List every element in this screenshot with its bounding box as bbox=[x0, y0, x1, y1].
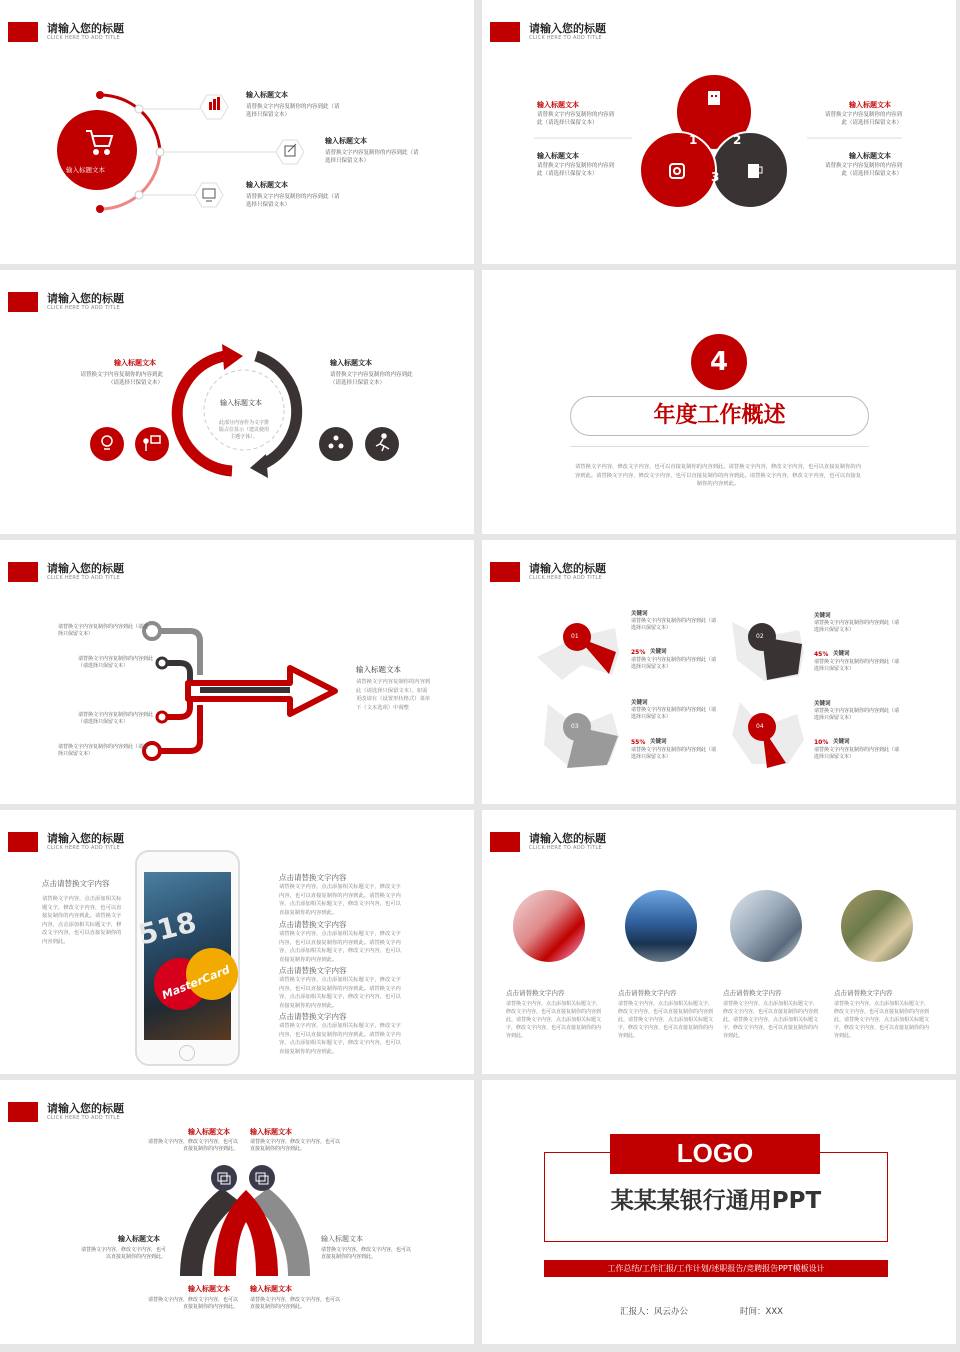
s7-item-desc: 请替换文字内容，点击添加相关标题文字，修改文字内容，也可以直接复制你的内容到此。请替换文字内容，点击添加相关标题文字，修改文字内容，也可以直接复制你的内容到此。 bbox=[279, 931, 401, 963]
keyword-desc: 请替换文字内容复制你的内容到此（请选择只保留文本） bbox=[631, 618, 717, 631]
s3-item-title: 输入标题文本 bbox=[114, 359, 156, 367]
slide-header bbox=[0, 826, 474, 856]
time: 时间：XXX bbox=[740, 1307, 783, 1317]
slide-1 bbox=[0, 0, 474, 264]
header-subtitle: CLICK HERE TO ADD TITLE bbox=[47, 305, 120, 311]
s3-center-desc: 此部分内容作为文字排版占位显示（建议使用主题字体）。 bbox=[218, 420, 269, 440]
s3-center-title: 输入标题文本 bbox=[220, 399, 262, 407]
s2-item-desc: 请替换文字内容复制你的内容到此（请选择只保留文本） bbox=[537, 112, 615, 126]
keyword-label: 关键词 bbox=[631, 700, 648, 706]
s9-item-desc: 请替换文字内容，修改文字内容，也可以直接复制你的内容到此。 bbox=[250, 1297, 341, 1310]
s5-left-desc: 请替换文字内容复制你的内容到此（请选择只保留文本） bbox=[58, 624, 149, 637]
keyword-label: 关键词 bbox=[833, 739, 850, 745]
pie-label: 01 bbox=[571, 633, 579, 640]
header-subtitle: CLICK HERE TO ADD TITLE bbox=[529, 575, 602, 581]
keyword-desc: 请替换文字内容复制你的内容到此（请选择只保留文本） bbox=[631, 707, 717, 720]
slide-9 bbox=[0, 1080, 474, 1344]
s7-item-desc: 请替换文字内容，点击添加相关标题文字，修改文字内容，也可以直接复制你的内容到此。请替换文字内容，点击添加相关标题文字，修改文字内容，也可以直接复制你的内容到此。 bbox=[279, 977, 401, 1009]
keyword-desc: 请替换文字内容复制你的内容到此（请选择只保留文本） bbox=[814, 708, 900, 721]
s1-graphic bbox=[0, 0, 474, 264]
s5-right-title: 输入标题文本 bbox=[356, 665, 401, 674]
s7-left-desc: 请替换文字内容，点击添加相关标题文字，修改文字内容，也可以直接复制你的内容到此。请替换文字内容，点击添加相关标题文字，修改文字内容，也可以直接复制你的内容到此。 bbox=[42, 896, 122, 945]
keyword-desc: 请替换文字内容复制你的内容到此（请选择只保留文本） bbox=[814, 747, 900, 760]
s3-item-desc: 请替换文字内容复制你的内容到此（请选择只保留文本） bbox=[330, 372, 413, 386]
venn-num: 2 bbox=[733, 133, 742, 147]
slide-7 bbox=[0, 810, 474, 1074]
s2-venn bbox=[482, 0, 956, 264]
header-subtitle: CLICK HERE TO ADD TITLE bbox=[47, 575, 120, 581]
section-desc: 请替换文字内容，修改文字内容，也可以直接复制你的内容到此。请替换文字内容，修改文字内容，也可以直接复制你的内容到此。请替换文字内容，修改文字内容，也可以直接复制你的内容到此。请替换文字内容，修改文字内容，也可以直接复制你的内容到此。 bbox=[574, 464, 862, 487]
venn-num: 3 bbox=[711, 170, 720, 184]
s8-item-title: 点击请替换文字内容 bbox=[723, 989, 782, 997]
keyword-label: 关键词 bbox=[833, 651, 850, 657]
slide-2 bbox=[482, 0, 956, 264]
header-title: 请输入您的标题 bbox=[47, 292, 124, 305]
s9-item-title: 输入标题文本 bbox=[118, 1235, 160, 1243]
keyword-label: 关键词 bbox=[814, 701, 831, 707]
slide-5 bbox=[0, 540, 474, 804]
header-title: 请输入您的标题 bbox=[529, 832, 606, 845]
pie-label: 03 bbox=[571, 723, 579, 730]
slide-header bbox=[482, 826, 956, 856]
s9-item-title: 输入标题文本 bbox=[188, 1128, 230, 1136]
header-subtitle: CLICK HERE TO ADD TITLE bbox=[47, 1115, 120, 1121]
s7-item-title: 点击请替换文字内容 bbox=[279, 873, 347, 882]
s7-item-title: 点击请替换文字内容 bbox=[279, 1012, 347, 1021]
header-title: 请输入您的标题 bbox=[529, 562, 606, 575]
header-subtitle: CLICK HERE TO ADD TITLE bbox=[47, 35, 120, 41]
s9-item-title: 输入标题文本 bbox=[188, 1285, 230, 1293]
s9-item-desc: 请替换文字内容，修改文字内容，也可以直接复制你的内容到此。 bbox=[250, 1139, 341, 1152]
s8-item-title: 点击请替换文字内容 bbox=[834, 989, 893, 997]
s2-item-desc: 请替换文字内容复制你的内容到此（请选择只保留文本） bbox=[824, 112, 902, 126]
s7-item-title: 点击请替换文字内容 bbox=[279, 920, 347, 929]
percent-label: 45% bbox=[814, 651, 829, 658]
cover-title: 某某某银行通用PPT bbox=[610, 1188, 822, 1214]
photo-city bbox=[625, 890, 697, 962]
slide-6 bbox=[482, 540, 956, 804]
keyword-label: 关键词 bbox=[650, 739, 667, 745]
slide-10 bbox=[482, 1080, 956, 1344]
percent-label: 55% bbox=[631, 739, 646, 746]
keyword-desc: 请替换文字内容复制你的内容到此（请选择只保留文本） bbox=[814, 620, 900, 633]
header-subtitle: CLICK HERE TO ADD TITLE bbox=[529, 845, 602, 851]
s9-item-desc: 请替换文字内容，修改文字内容，也可以直接复制你的内容到此。 bbox=[148, 1139, 239, 1152]
phone-screen bbox=[134, 872, 232, 1040]
s5-right-desc: 请替换文字内容复制你的内容到此（请选择只保留文本），如需更改请在（设置形状格式）菜单下（文本选项）中调整 bbox=[356, 679, 431, 711]
s7-item-desc: 请替换文字内容，点击添加相关标题文字，修改文字内容，也可以直接复制你的内容到此。请替换文字内容，点击添加相关标题文字，修改文字内容，也可以直接复制你的内容到此。 bbox=[279, 884, 401, 916]
s1-item-desc: 请替换文字内容复制你的内容到此（请选择只保留文本） bbox=[325, 150, 419, 164]
s2-item-title: 输入标题文本 bbox=[537, 152, 579, 160]
s2-item-desc: 请替换文字内容复制你的内容到此（请选择只保留文本） bbox=[537, 163, 615, 177]
s3-item-desc: 请替换文字内容复制你的内容到此（请选择只保留文本） bbox=[80, 372, 163, 386]
s7-item-title: 点击请替换文字内容 bbox=[279, 966, 347, 975]
s2-item-title: 输入标题文本 bbox=[849, 152, 891, 160]
slide-3 bbox=[0, 270, 474, 534]
card-brand: MasterCard bbox=[160, 963, 232, 1002]
s9-item-title: 输入标题文本 bbox=[250, 1285, 292, 1293]
s8-item-desc: 请替换文字内容，点击添加相关标题文字，修改文字内容，也可以直接复制你的内容到此。请替换文字内容，点击添加相关标题文字，修改文字内容，也可以直接复制你的内容到此。 bbox=[506, 1001, 602, 1039]
keyword-label: 关键词 bbox=[814, 613, 831, 619]
s1-item-title: 输入标题文本 bbox=[246, 91, 288, 99]
header-bar bbox=[490, 832, 520, 852]
photo-desk bbox=[841, 890, 913, 962]
s9-item-title: 输入标题文本 bbox=[250, 1128, 292, 1136]
header-title: 请输入您的标题 bbox=[529, 22, 606, 35]
s5-left-desc: 请替换文字内容复制你的内容到此（请选择只保留文本） bbox=[78, 656, 154, 669]
s5-left-desc: 请替换文字内容复制你的内容到此（请选择只保留文本） bbox=[58, 744, 149, 757]
s2-item-title: 输入标题文本 bbox=[849, 101, 891, 109]
percent-label: 25% bbox=[631, 649, 646, 656]
keyword-desc: 请替换文字内容复制你的内容到此（请选择只保留文本） bbox=[631, 657, 717, 670]
s9-item-title: 输入标题文本 bbox=[321, 1235, 363, 1243]
logo-text: LOGO bbox=[676, 1138, 754, 1168]
s8-item-desc: 请替换文字内容，点击添加相关标题文字，修改文字内容，也可以直接复制你的内容到此。请替换文字内容，点击添加相关标题文字，修改文字内容，也可以直接复制你的内容到此。 bbox=[723, 1001, 819, 1039]
s1-item-desc: 请替换文字内容复制你的内容到此（请选择只保留文本） bbox=[246, 194, 340, 208]
pie-label: 02 bbox=[756, 633, 764, 640]
slide-8 bbox=[482, 810, 956, 1074]
section-number: 4 bbox=[691, 334, 747, 390]
phone-frame bbox=[135, 850, 240, 1066]
photo-business bbox=[730, 890, 802, 962]
slide-4 bbox=[482, 270, 956, 534]
keyword-label: 关键词 bbox=[650, 649, 667, 655]
s8-item-title: 点击请替换文字内容 bbox=[618, 989, 677, 997]
s1-item-title: 输入标题文本 bbox=[325, 137, 367, 145]
cart-label: 输入标题文本 bbox=[66, 166, 105, 174]
s1-item-desc: 请替换文字内容复制你的内容到此（请选择只保留文本） bbox=[246, 104, 340, 118]
section-title: 年度工作概述 bbox=[570, 396, 869, 436]
header-title: 请输入您的标题 bbox=[47, 22, 124, 35]
header-title: 请输入您的标题 bbox=[47, 1102, 124, 1115]
keyword-desc: 请替换文字内容复制你的内容到此（请选择只保留文本） bbox=[631, 747, 717, 760]
pie-label: 04 bbox=[756, 723, 764, 730]
s9-item-desc: 请替换文字内容，修改文字内容，也可以直接复制你的内容到此。 bbox=[80, 1247, 166, 1260]
s8-item-desc: 请替换文字内容，点击添加相关标题文字，修改文字内容，也可以直接复制你的内容到此。请替换文字内容，点击添加相关标题文字，修改文字内容，也可以直接复制你的内容到此。 bbox=[834, 1001, 930, 1039]
s2-item-desc: 请替换文字内容复制你的内容到此（请选择只保留文本） bbox=[824, 163, 902, 177]
venn-num: 1 bbox=[689, 133, 698, 147]
s8-item-title: 点击请替换文字内容 bbox=[506, 989, 565, 997]
header-bar bbox=[8, 832, 38, 852]
s9-item-desc: 请替换文字内容，修改文字内容，也可以直接复制你的内容到此。 bbox=[148, 1297, 239, 1310]
header-subtitle: CLICK HERE TO ADD TITLE bbox=[47, 845, 120, 851]
s5-left-desc: 请替换文字内容复制你的内容到此（请选择只保留文本） bbox=[78, 712, 154, 725]
s7-item-desc: 请替换文字内容，点击添加相关标题文字，修改文字内容，也可以直接复制你的内容到此。请替换文字内容，点击添加相关标题文字，修改文字内容，也可以直接复制你的内容到此。 bbox=[279, 1023, 401, 1055]
home-button bbox=[179, 1045, 195, 1061]
cover-banner: 工作总结/工作汇报/工作计划/述职报告/竞聘报告PPT模板设计 bbox=[544, 1260, 888, 1277]
s3-item-title: 输入标题文本 bbox=[330, 359, 372, 367]
header-title: 请输入您的标题 bbox=[47, 832, 124, 845]
s2-item-title: 输入标题文本 bbox=[537, 101, 579, 109]
header-title: 请输入您的标题 bbox=[47, 562, 124, 575]
s7-left-title: 点击请替换文字内容 bbox=[42, 879, 110, 888]
s1-item-title: 输入标题文本 bbox=[246, 181, 288, 189]
photo-office bbox=[513, 890, 585, 962]
s8-item-desc: 请替换文字内容，点击添加相关标题文字，修改文字内容，也可以直接复制你的内容到此。请替换文字内容，点击添加相关标题文字，修改文字内容，也可以直接复制你的内容到此。 bbox=[618, 1001, 714, 1039]
card-number: 518 bbox=[134, 905, 200, 952]
reporter: 汇报人：风云办公 bbox=[620, 1307, 689, 1317]
header-subtitle: CLICK HERE TO ADD TITLE bbox=[529, 35, 602, 41]
keyword-label: 关键词 bbox=[631, 611, 648, 617]
divider bbox=[570, 446, 869, 447]
s5-arrow bbox=[0, 540, 474, 804]
percent-label: 10% bbox=[814, 739, 829, 746]
s9-item-desc: 请替换文字内容，修改文字内容，也可以直接复制你的内容到此。 bbox=[321, 1247, 412, 1260]
logo-box bbox=[610, 1134, 820, 1174]
keyword-desc: 请替换文字内容复制你的内容到此（请选择只保留文本） bbox=[814, 659, 900, 672]
building-icon bbox=[708, 91, 720, 105]
